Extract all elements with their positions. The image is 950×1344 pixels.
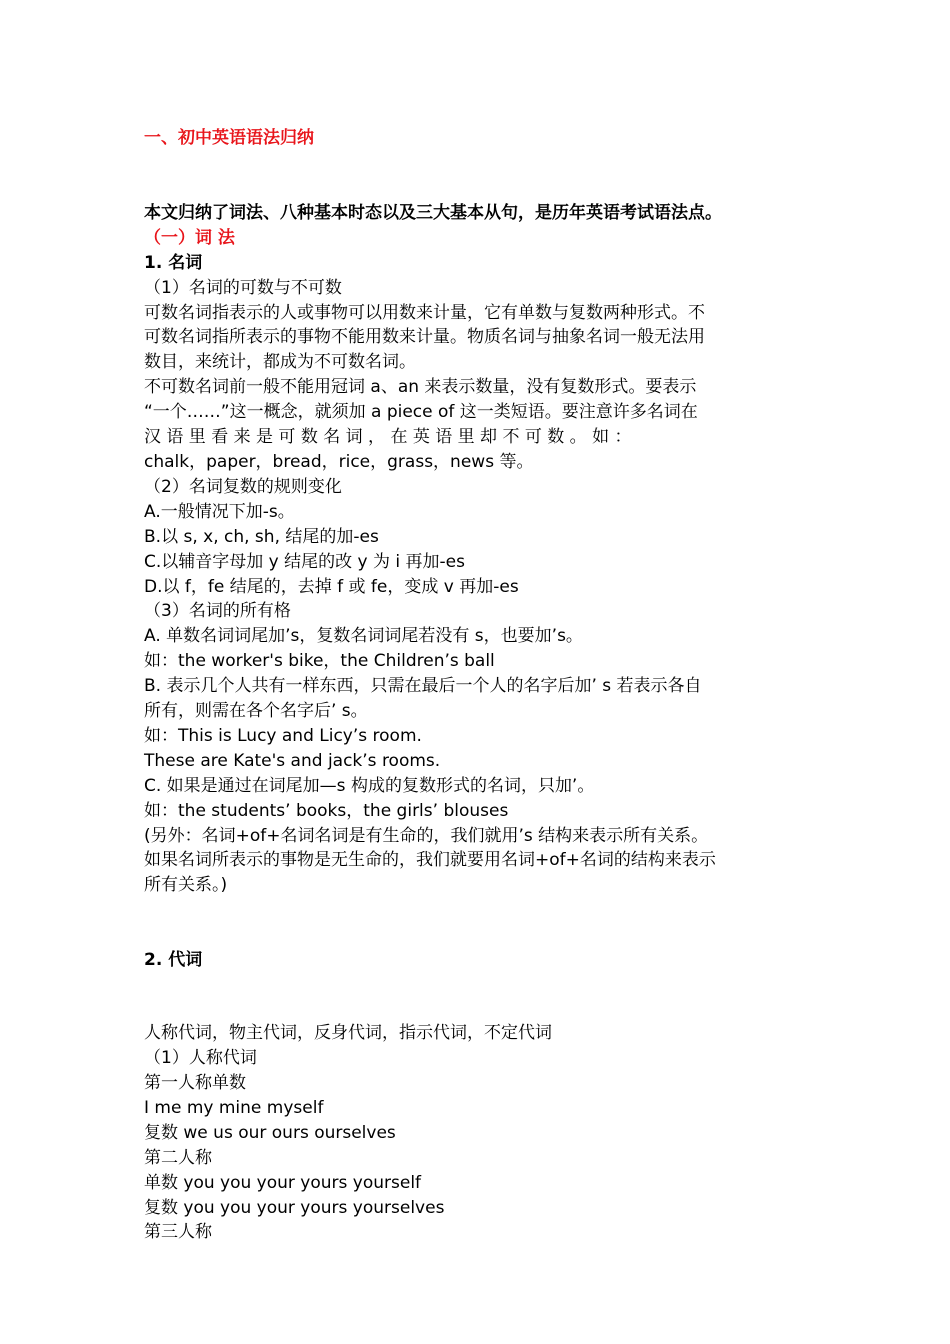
document-title: 一、初中英语语法归纳 <box>144 128 314 148</box>
intro-paragraph: 本文归纳了词法、八种基本时态以及三大基本从句，是历年英语考试语法点。 <box>144 202 722 223</box>
possessive-line: 如：the worker's bike，the Children’s ball <box>144 651 495 672</box>
subheading-possessive: （3）名词的所有格 <box>144 601 291 622</box>
possessive-line: (另外：名词+of+名词名词是有生命的，我们就用’s 结构来表示所有关系。 <box>144 825 709 846</box>
pronoun-line: （1）人称代词 <box>144 1048 257 1069</box>
pronoun-line: 第二人称 <box>144 1147 212 1168</box>
possessive-line: A. 单数名词词尾加’s，复数名词词尾若没有 s，也要加’s。 <box>144 626 583 647</box>
countable-paragraph-line: 数目，来统计，都成为不可数名词。 <box>144 352 416 373</box>
possessive-line: B. 表示几个人共有一样东西，只需在最后一个人的名字后加’ s 若表示各自 <box>144 676 702 697</box>
plural-rule: A.一般情况下加-s。 <box>144 501 295 522</box>
uncountable-paragraph-line: “一个……”这一概念，就须加 a piece of 这一类短语。要注意许多名词在 <box>144 402 698 423</box>
heading-noun: 1. 名词 <box>144 252 203 273</box>
document-body <box>144 126 806 1245</box>
possessive-line: 如果名词所表示的事物是无生命的，我们就要用名词+of+名词的结构来表示 <box>144 850 716 871</box>
plural-rule: D.以 f，fe 结尾的，去掉 f 或 fe，变成 v 再加-es <box>144 576 519 597</box>
possessive-line: 所有，则需在各个名字后’ s。 <box>144 701 368 722</box>
countable-paragraph-line: 可数名词指表示的人或事物可以用数来计量，它有单数与复数两种形式。不 <box>144 302 705 323</box>
subheading-countable: （1）名词的可数与不可数 <box>144 277 342 298</box>
pronoun-line: 第三人称 <box>144 1222 212 1243</box>
possessive-line: 如：This is Lucy and Licy’s room. <box>144 725 422 746</box>
heading-pronoun: 2. 代词 <box>144 950 203 971</box>
plural-rule: C.以辅音字母加 y 结尾的改 y 为 i 再加-es <box>144 551 465 572</box>
pronoun-line: 第一人称单数 <box>144 1073 246 1093</box>
possessive-line: 所有关系。) <box>144 875 228 896</box>
plural-rule: B.以 s, x, ch, sh, 结尾的加-es <box>144 526 379 547</box>
pronoun-line: 单数 you you your yours yourself <box>144 1172 422 1193</box>
uncountable-paragraph-line: 汉 语 里 看 来 是 可 数 名 词 ， 在 英 语 里 却 不 可 数 。 如 ： <box>144 427 632 448</box>
subheading-plural: （2）名词复数的规则变化 <box>144 476 342 497</box>
uncountable-paragraph-line: chalk，paper，bread，rice，grass，news 等。 <box>144 451 534 472</box>
uncountable-paragraph-line: 不可数名词前一般不能用冠词 a、an 来表示数量，没有复数形式。要表示 <box>144 377 697 398</box>
pronoun-line: I me my mine myself <box>144 1097 324 1118</box>
section-heading-morphology: （一）词 法 <box>144 227 235 248</box>
possessive-line: These are Kate's and jack’s rooms. <box>144 750 441 771</box>
possessive-line: 如：the students’ books，the girls’ blouses <box>144 800 509 821</box>
pronoun-line: 复数 you you your yours yourselves <box>144 1197 445 1218</box>
countable-paragraph-line: 可数名词指所表示的事物不能用数来计量。物质名词与抽象名词一般无法用 <box>144 327 705 348</box>
possessive-line: C. 如果是通过在词尾加—s 构成的复数形式的名词，只加’。 <box>144 775 595 796</box>
pronoun-line: 复数 we us our ours ourselves <box>144 1122 396 1143</box>
pronoun-line: 人称代词，物主代词，反身代词，指示代词，不定代词 <box>144 1023 552 1044</box>
